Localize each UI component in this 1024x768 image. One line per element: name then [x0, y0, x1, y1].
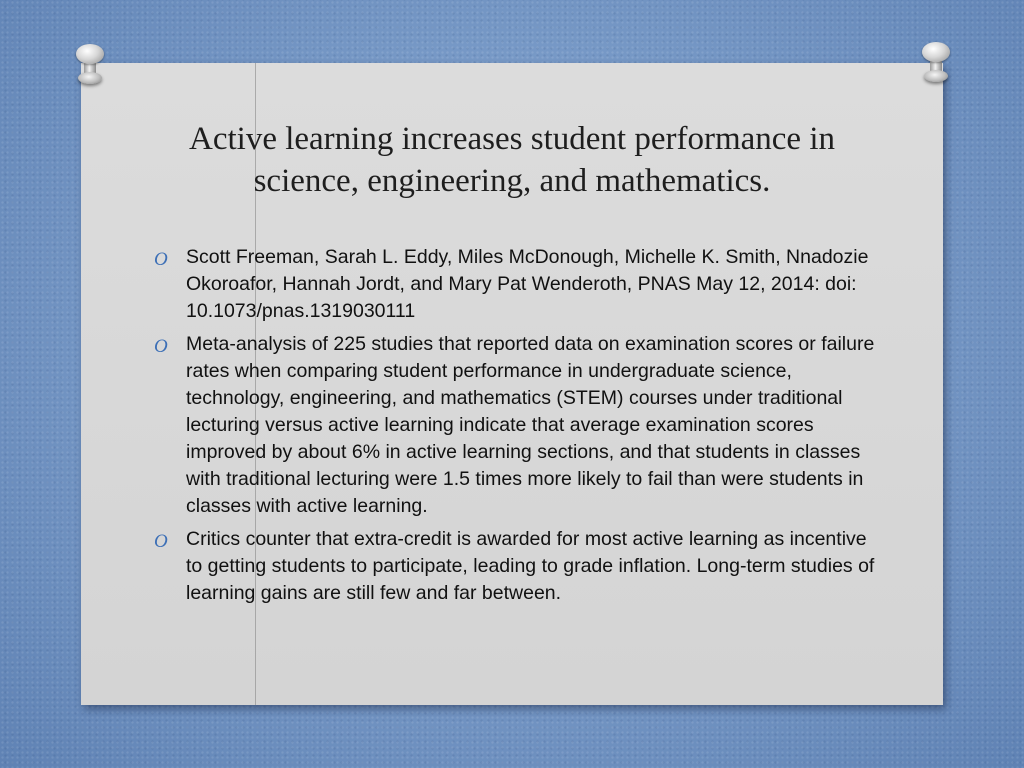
- citation-text: Scott Freeman, Sarah L. Eddy, Miles McDonough, Michelle K. Smith, Nnadozie Okoroafor, Hannah Jordt, and Mary Pat Wenderoth, PNAS May 12, 2014: doi: 10.1073/pnas.1319030111: [186, 246, 869, 322]
- slide-body: [154, 244, 884, 613]
- emphasis-likely-to-fail: 1.5 times more likely to fail: [442, 468, 673, 490]
- bullet-marker-icon: O: [154, 336, 168, 357]
- meta-analysis-text-4: than were students in classes with active learning.: [186, 468, 864, 517]
- slide-title-line-1: Active learning increases student performance in: [189, 121, 835, 157]
- meta-analysis-text-2: versus: [259, 414, 328, 436]
- bullet-meta-analysis: [154, 331, 884, 520]
- critics-text: Critics counter that extra-credit is awarded for most active learning as incentive to getting students to participate, leading to grade inflation. Long-term studies of learning gains are still few and far between.: [186, 528, 875, 604]
- bullet-citation: [154, 244, 884, 325]
- meta-analysis-text-3: indicate that average examination scores improved by about 6% in active learning sections, and that students in classes with traditional lecturing were: [186, 414, 861, 490]
- slide-title-line-2: science, engineering, and mathematics.: [253, 163, 771, 199]
- bullet-marker-icon: O: [154, 531, 168, 552]
- thumbtack-right-icon: [918, 42, 954, 82]
- bullet-critics: [154, 526, 884, 607]
- bullet-marker-icon: O: [154, 249, 168, 270]
- emphasis-traditional-lecturing: traditional lecturing: [186, 387, 843, 436]
- meta-analysis-text-1: Meta-analysis of 225 studies that reported data on examination scores or failure rates when comparing student performance in undergraduate science, technology, engineering, and mathematics (STEM) courses under: [186, 333, 875, 409]
- slide-title: [120, 118, 904, 202]
- thumbtack-left-icon: [72, 44, 108, 84]
- emphasis-active-learning: active learning: [328, 414, 454, 436]
